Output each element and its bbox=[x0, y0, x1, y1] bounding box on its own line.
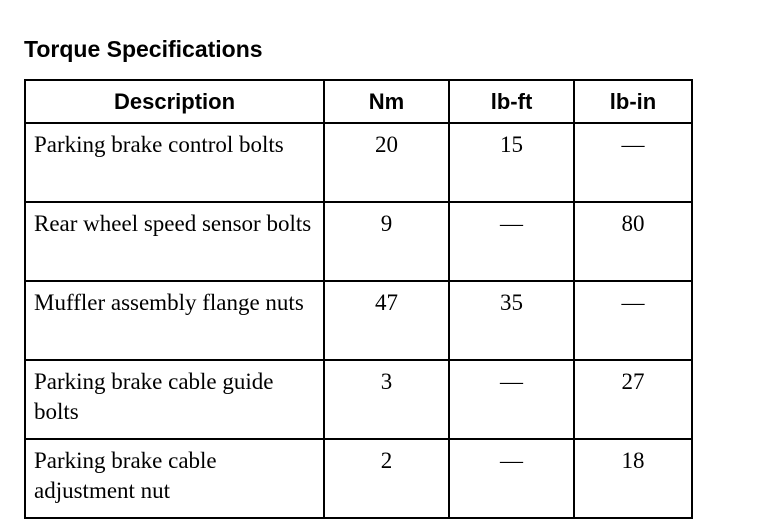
column-header-lb-in: lb-in bbox=[574, 80, 692, 123]
description-cell: Parking brake control bolts bbox=[25, 123, 324, 202]
lb-ft-cell: 15 bbox=[449, 123, 574, 202]
lb-ft-cell: — bbox=[449, 439, 574, 518]
nm-cell: 2 bbox=[324, 439, 449, 518]
nm-cell: 9 bbox=[324, 202, 449, 281]
description-cell: Parking brake cable adjustment nut bbox=[25, 439, 324, 518]
torque-specifications-table bbox=[24, 79, 693, 519]
table-row bbox=[25, 360, 692, 439]
lb-ft-cell: — bbox=[449, 360, 574, 439]
table-row bbox=[25, 123, 692, 202]
lb-ft-cell: 35 bbox=[449, 281, 574, 360]
lb-in-cell: 27 bbox=[574, 360, 692, 439]
lb-in-cell: — bbox=[574, 123, 692, 202]
nm-cell: 3 bbox=[324, 360, 449, 439]
table-row bbox=[25, 439, 692, 518]
lb-ft-cell: — bbox=[449, 202, 574, 281]
description-cell: Parking brake cable guide bolts bbox=[25, 360, 324, 439]
page-title: Torque Specifications bbox=[24, 36, 263, 62]
lb-in-cell: — bbox=[574, 281, 692, 360]
lb-in-cell: 18 bbox=[574, 439, 692, 518]
nm-cell: 47 bbox=[324, 281, 449, 360]
column-header-lb-ft: lb-ft bbox=[449, 80, 574, 123]
table-header-row bbox=[25, 80, 692, 123]
description-cell: Muffler assembly flange nuts bbox=[25, 281, 324, 360]
table-row bbox=[25, 281, 692, 360]
description-cell: Rear wheel speed sensor bolts bbox=[25, 202, 324, 281]
nm-cell: 20 bbox=[324, 123, 449, 202]
lb-in-cell: 80 bbox=[574, 202, 692, 281]
table-row bbox=[25, 202, 692, 281]
column-header-nm: Nm bbox=[324, 80, 449, 123]
column-header-description: Description bbox=[25, 80, 324, 123]
